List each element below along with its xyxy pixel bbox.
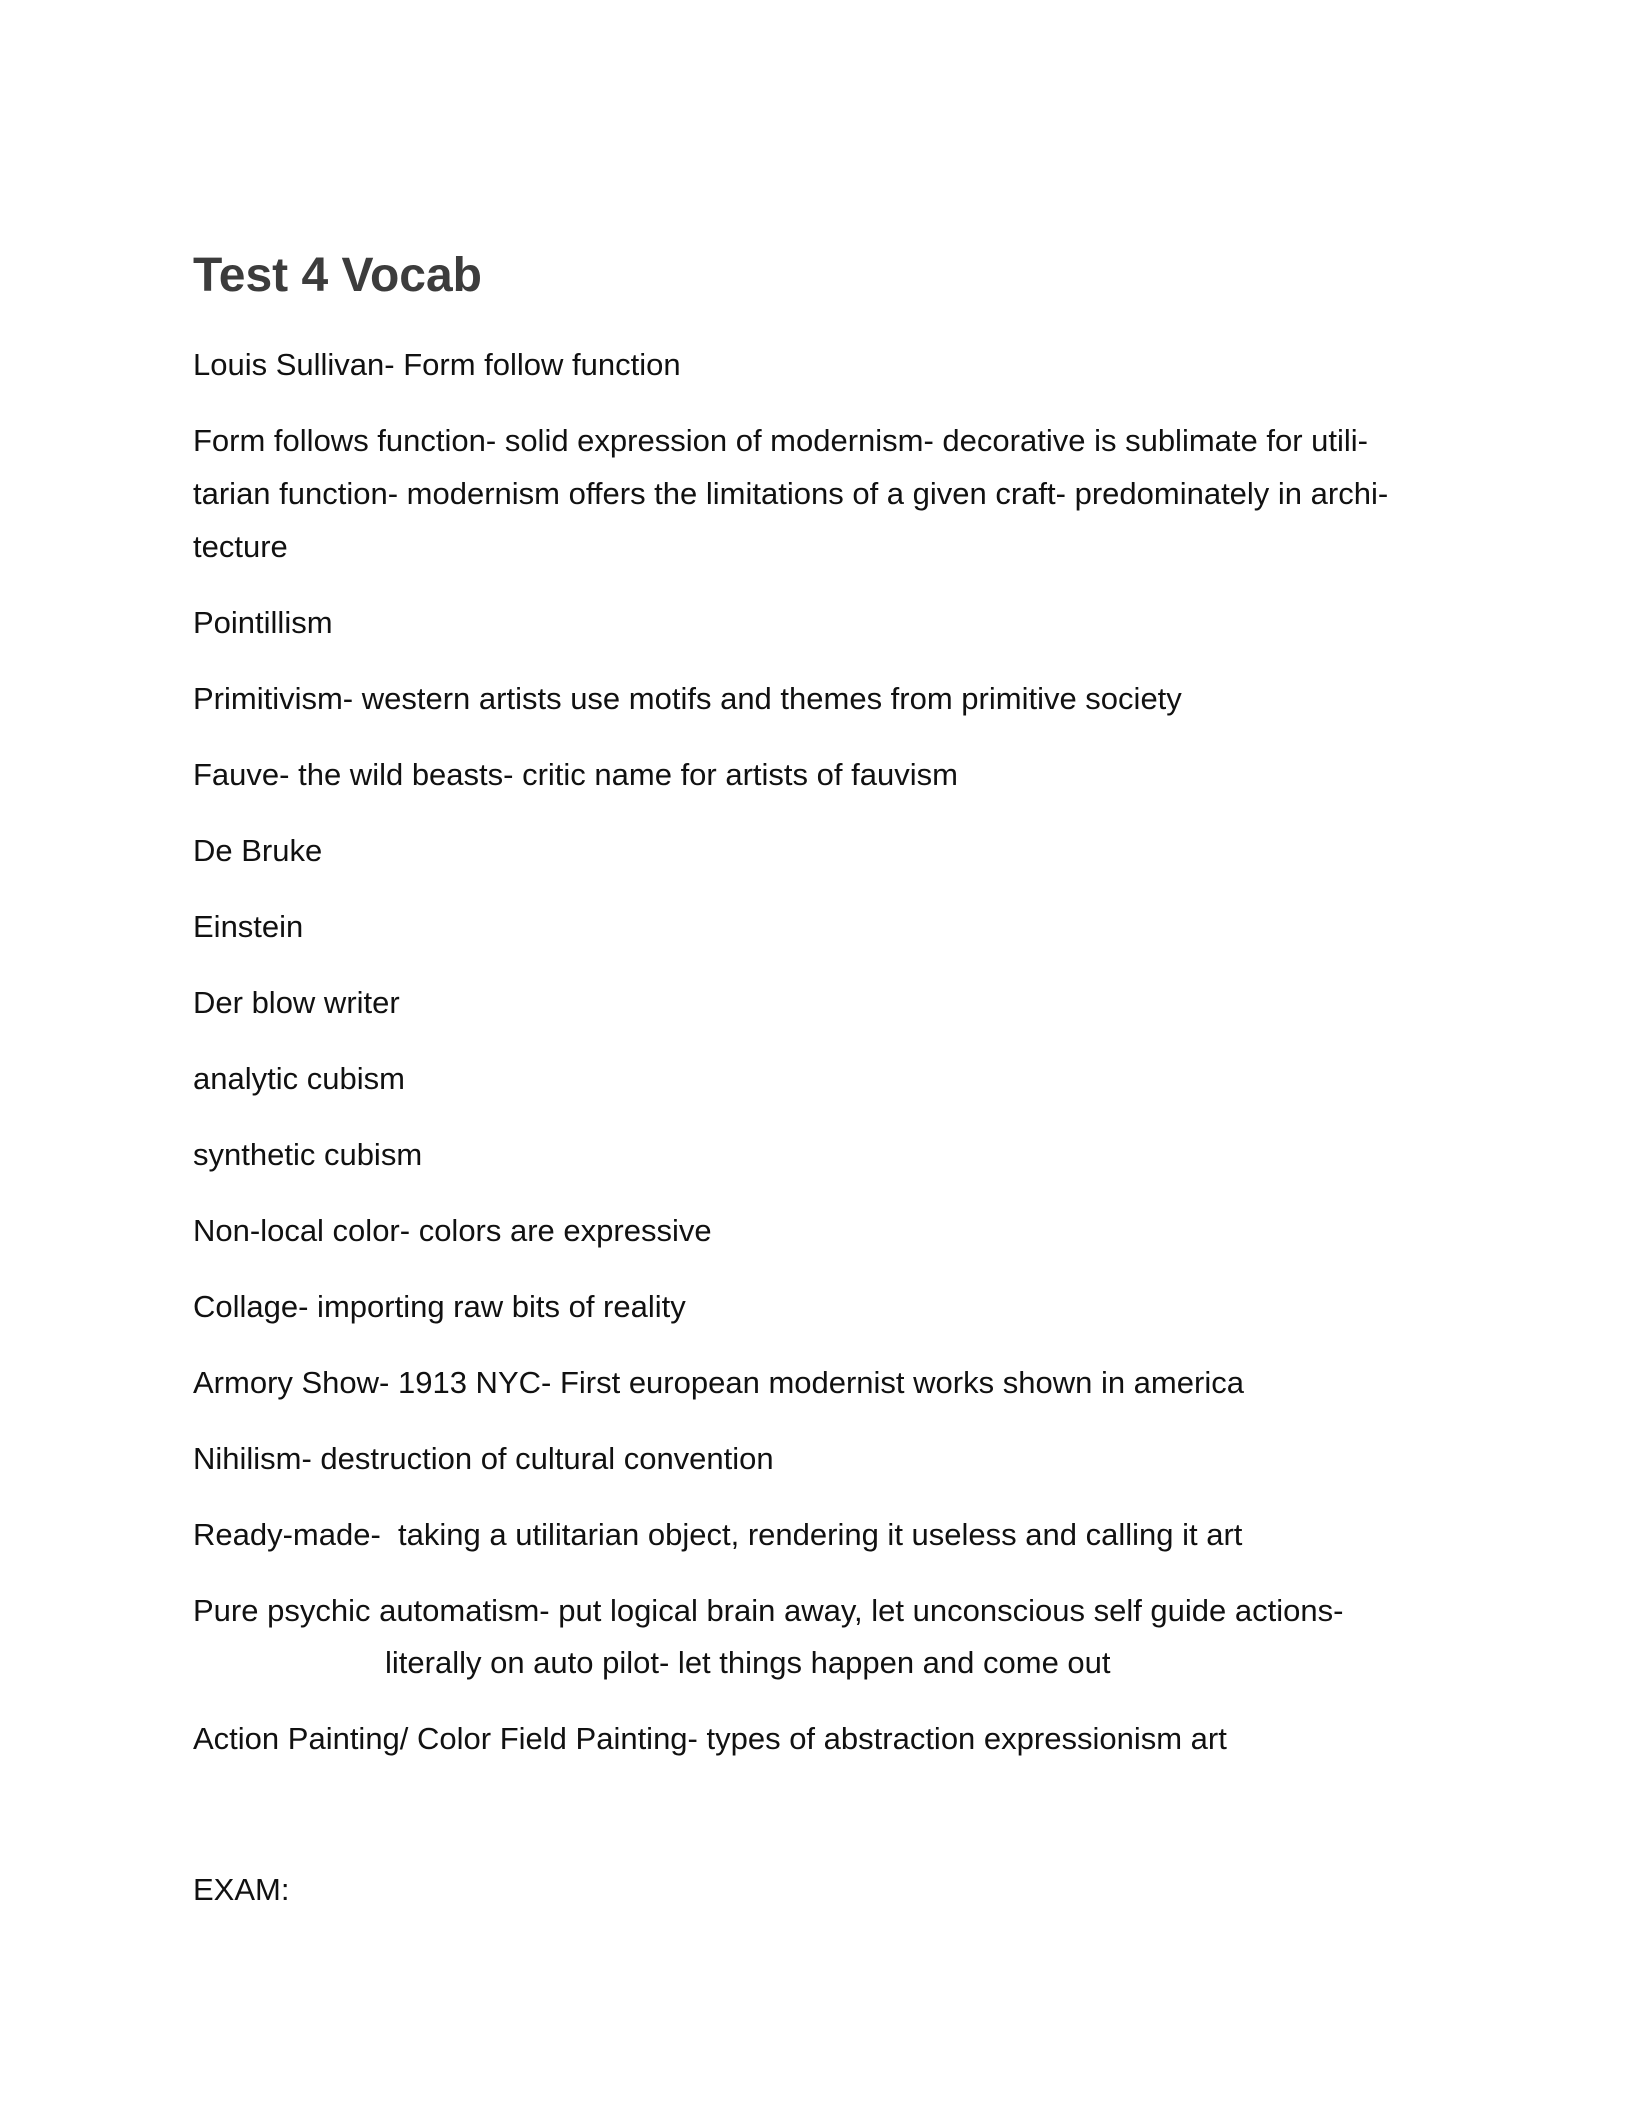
vocab-entry-louis-sullivan: Louis Sullivan- Form follow function	[193, 347, 681, 382]
vocab-entry-action-painting: Action Painting/ Color Field Painting- types of abstraction expressionism art	[193, 1721, 1227, 1756]
document-title: Test 4 Vocab	[193, 249, 482, 302]
vocab-entry-pointillism: Pointillism	[193, 605, 333, 640]
vocab-entry-der-blow-writer: Der blow writer	[193, 985, 400, 1020]
vocab-entry-collage: Collage- importing raw bits of reality	[193, 1289, 686, 1324]
vocab-entry-einstein: Einstein	[193, 909, 304, 944]
vocab-entry-synthetic-cubism: synthetic cubism	[193, 1137, 423, 1172]
vocab-entry-nihilism: Nihilism- destruction of cultural convention	[193, 1441, 774, 1476]
vocab-entry-non-local-color: Non-local color- colors are expressive	[193, 1213, 712, 1248]
automatism-first-line: Pure psychic automatism- put logical brain away, let unconscious self guide actions-	[193, 1593, 1344, 1628]
form-follows-function-line-1: Form follows function- solid expression of modernism- decorative is sublimate for utili-	[193, 423, 1368, 458]
document-body	[193, 246, 1453, 1939]
automatism-continuation: literally on auto pilot- let things happen and come out	[385, 1645, 1111, 1680]
vocab-entry-pure-psychic-automatism	[193, 1584, 1453, 1689]
vocab-entry-armory-show: Armory Show- 1913 NYC- First european modernist works shown in america	[193, 1365, 1244, 1400]
vocab-entry-ready-made: Ready-made- taking a utilitarian object, rendering it useless and calling it art	[193, 1517, 1243, 1552]
form-follows-function-line-2: tarian function- modernism offers the limitations of a given craft- predominately in archi-	[193, 476, 1389, 511]
vocab-entry-form-follows-function	[193, 414, 1453, 573]
vocab-entry-analytic-cubism: analytic cubism	[193, 1061, 405, 1096]
exam-label: EXAM:	[193, 1872, 290, 1907]
vocab-entry-primitivism: Primitivism- western artists use motifs and themes from primitive society	[193, 681, 1182, 716]
vocab-entry-de-bruke: De Bruke	[193, 833, 323, 868]
form-follows-function-line-3: tecture	[193, 529, 288, 564]
vocab-entry-fauve: Fauve- the wild beasts- critic name for artists of fauvism	[193, 757, 958, 792]
